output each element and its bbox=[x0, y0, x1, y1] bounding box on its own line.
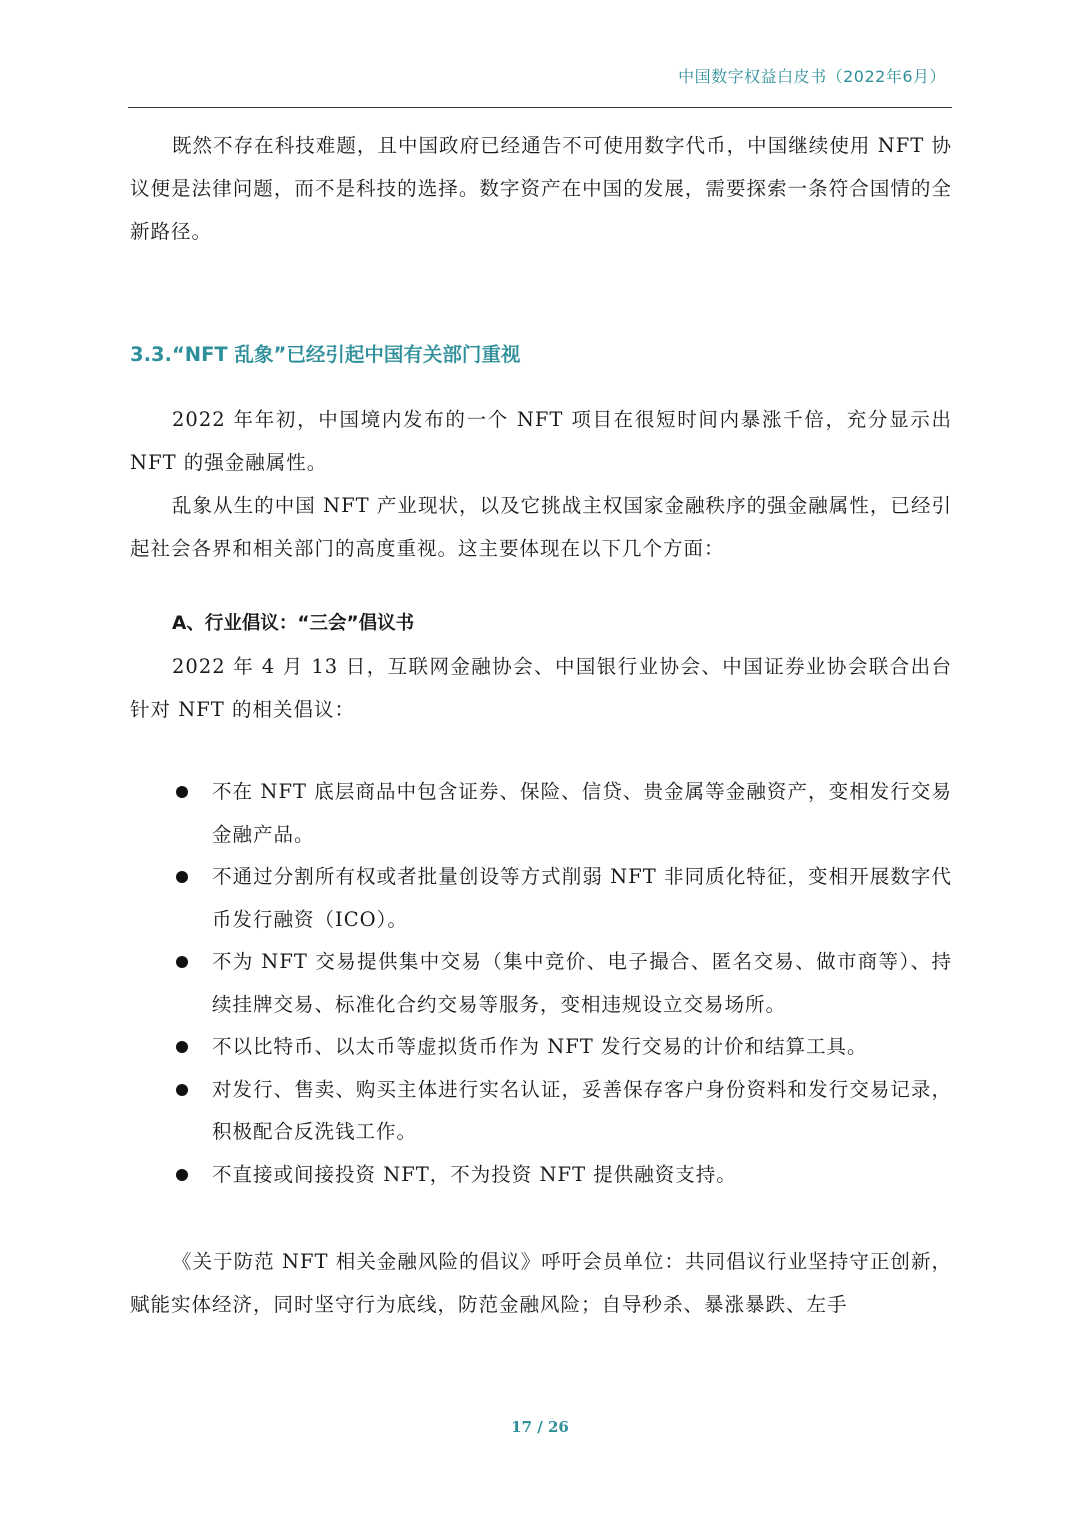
bullet-item bbox=[130, 941, 952, 1026]
bullet-text: 不以比特币、以太币等虚拟货币作为 NFT 发行交易的计价和结算工具。 bbox=[212, 1035, 868, 1058]
bullet-item bbox=[130, 856, 952, 941]
bullet-text: 不直接或间接投资 NFT，不为投资 NFT 提供融资支持。 bbox=[212, 1162, 737, 1186]
bullet-text: 不在 NFT 底层商品中包含证券、保险、信贷、贵金属等金融资产，变相发行交易金融产品。 bbox=[212, 780, 952, 846]
bullet-dot-icon bbox=[176, 956, 188, 968]
header-divider bbox=[128, 107, 952, 108]
subsection-paragraph: 2022 年 4 月 13 日，互联网金融协会、中国银行业协会、中国证券业协会联合出台针对 NFT 的相关倡议： bbox=[130, 655, 952, 721]
page-number: 17 / 26 bbox=[511, 1418, 569, 1436]
page-content bbox=[130, 124, 952, 1326]
bullet-dot-icon bbox=[176, 1169, 188, 1181]
bullet-dot-icon bbox=[176, 871, 188, 883]
bullet-text: 不通过分割所有权或者批量创设等方式削弱 NFT 非同质化特征，变相开展数字代币发行融资（ICO）。 bbox=[212, 865, 952, 931]
bullet-dot-icon bbox=[176, 1084, 188, 1096]
bullet-item bbox=[130, 1026, 952, 1069]
bullet-item bbox=[130, 771, 952, 856]
closing-paragraph: 《关于防范 NFT 相关金融风险的倡议》呼吁会员单位：共同倡议行业坚持守正创新，赋能实体经济，同时坚守行为底线，防范金融风险；自导秒杀、暴涨暴跌、左手 bbox=[130, 1250, 952, 1316]
intro-paragraph: 既然不存在科技难题，且中国政府已经通告不可使用数字代币，中国继续使用 NFT 协议便是法律问题，而不是科技的选择。数字资产在中国的发展，需要探索一条符合国情的全新路径。 bbox=[130, 134, 952, 243]
document-header-title: 中国数字权益白皮书（2022年6月） bbox=[678, 67, 946, 86]
section-paragraph-1: 2022 年年初，中国境内发布的一个 NFT 项目在很短时间内暴涨千倍，充分显示出 NFT 的强金融属性。 bbox=[130, 408, 952, 474]
section-heading: 3.3.“NFT 乱象”已经引起中国有关部门重视 bbox=[130, 343, 521, 366]
bullet-dot-icon bbox=[176, 1041, 188, 1053]
bullet-dot-icon bbox=[176, 786, 188, 798]
bullet-text: 对发行、售卖、购买主体进行实名认证，妥善保存客户身份资料和发行交易记录，积极配合反洗钱工作。 bbox=[212, 1077, 952, 1143]
section-paragraph-2: 乱象从生的中国 NFT 产业现状，以及它挑战主权国家金融秩序的强金融属性，已经引起社会各界和相关部门的高度重视。这主要体现在以下几个方面： bbox=[130, 494, 952, 560]
subsection-heading: A、行业倡议：“三会”倡议书 bbox=[172, 613, 415, 634]
initiative-bullet-list bbox=[130, 771, 952, 1196]
bullet-item bbox=[130, 1069, 952, 1154]
bullet-item bbox=[130, 1154, 952, 1197]
bullet-text: 不为 NFT 交易提供集中交易（集中竞价、电子撮合、匿名交易、做市商等）、持续挂牌交易、标准化合约交易等服务，变相违规设立交易场所。 bbox=[212, 950, 952, 1016]
